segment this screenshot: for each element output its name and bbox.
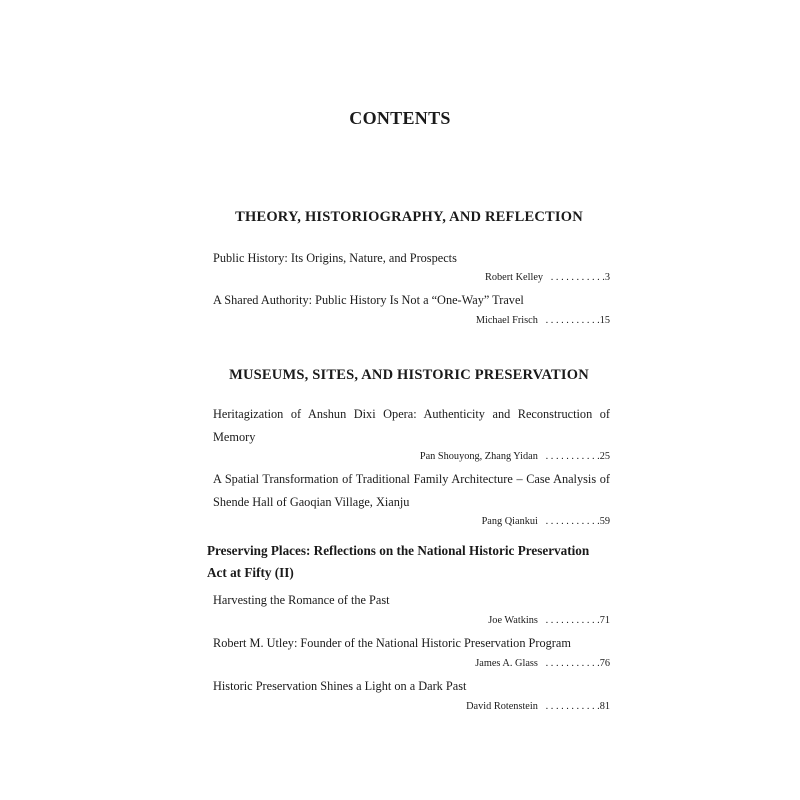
- leader-dots: . . . . . . . . . . .: [550, 272, 605, 283]
- leader-dots: . . . . . . . . . . .: [545, 516, 600, 527]
- page-title: CONTENTS: [349, 108, 451, 128]
- entry-byline-harvesting-romance: [300, 615, 610, 626]
- entry-author: Robert Kelley: [485, 272, 544, 283]
- entry-title-anshun-dixi-opera[interactable]: Heritagization of Anshun Dixi Opera: Authenticity and Reconstruction of Memory: [213, 407, 610, 444]
- leader-dots: . . . . . . . . . . .: [545, 701, 600, 712]
- leader-dots: . . . . . . . . . . .: [545, 658, 600, 669]
- entry-byline-robert-utley: [300, 658, 610, 669]
- entry-title-shared-authority[interactable]: A Shared Authority: Public History Is Not a “One-Way” Travel: [213, 293, 524, 307]
- leader-dots: . . . . . . . . . . .: [545, 615, 600, 626]
- entry-author: Michael Frisch: [475, 315, 538, 326]
- entry-page-number: 76: [599, 658, 610, 669]
- entry-author: James A. Glass: [475, 658, 538, 669]
- entry-author: Joe Watkins: [488, 615, 538, 626]
- entry-byline-anshun-dixi-opera: [300, 451, 610, 462]
- entry-byline-spatial-transformation: [300, 516, 610, 527]
- entry-title-robert-utley[interactable]: Robert M. Utley: Founder of the National Historic Preservation Program: [213, 636, 571, 650]
- entry-title-public-history[interactable]: Public History: Its Origins, Nature, and Prospects: [213, 251, 457, 265]
- entry-author: David Rotenstein: [466, 701, 538, 712]
- entry-byline-dark-past: [300, 701, 610, 712]
- section-heading-theory: THEORY, HISTORIOGRAPHY, AND REFLECTION: [235, 209, 583, 225]
- entry-page-number: 59: [599, 516, 610, 527]
- subsection-heading-preserving-places: Preserving Places: Reflections on the National Historic Preservation Act at Fifty (II): [207, 543, 590, 580]
- entry-author: Pang Qiankui: [481, 516, 538, 527]
- leader-dots: . . . . . . . . . . .: [545, 315, 600, 326]
- entry-title-harvesting-romance[interactable]: Harvesting the Romance of the Past: [213, 593, 390, 607]
- entry-title-dark-past[interactable]: Historic Preservation Shines a Light on a Dark Past: [213, 679, 467, 693]
- entry-page-number: 15: [599, 315, 610, 326]
- section-heading-museums: MUSEUMS, SITES, AND HISTORIC PRESERVATION: [229, 367, 589, 383]
- entry-page-number: 81: [599, 701, 610, 712]
- entry-page-number: 71: [599, 615, 610, 626]
- entry-title-spatial-transformation[interactable]: A Spatial Transformation of Traditional Family Architecture – Case Analysis of Shende Hall of Gaoqian Village, Xianju: [213, 472, 610, 509]
- entry-byline-shared-authority: [300, 315, 610, 326]
- entry-author: Pan Shouyong, Zhang Yidan: [419, 451, 538, 462]
- entry-byline-public-history: [300, 272, 610, 283]
- entry-page-number: 3: [604, 272, 610, 283]
- leader-dots: . . . . . . . . . . .: [545, 451, 600, 462]
- entry-page-number: 25: [599, 451, 610, 462]
